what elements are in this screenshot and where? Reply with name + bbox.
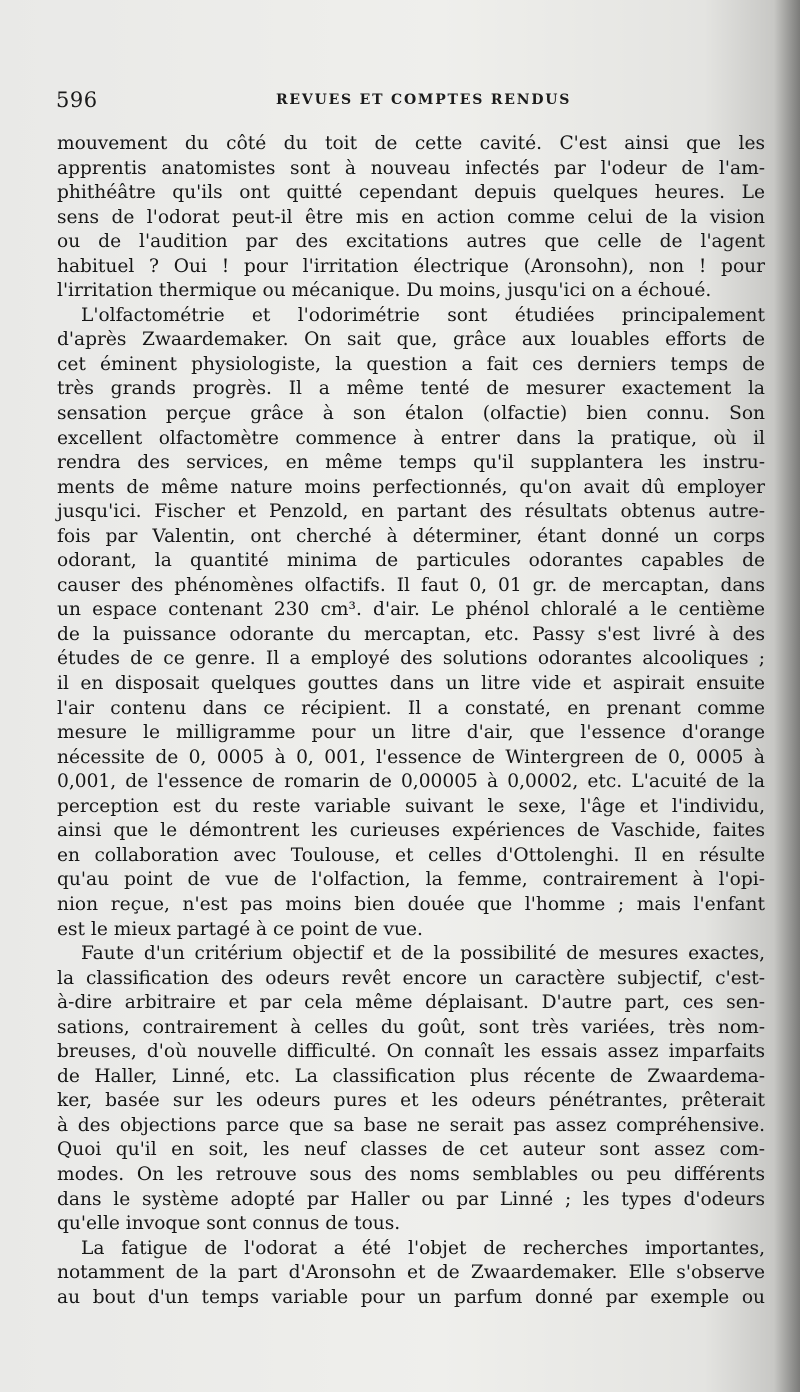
text-line: la classification des odeurs revêt encore un caractère subjectif, c'est-	[57, 967, 765, 989]
paragraph	[57, 304, 765, 942]
text-line: notamment de la part d'Aronsohn et de Zwaardemaker. Elle s'observe	[57, 1262, 765, 1284]
text-line: qu'elle invoque sont connus de tous.	[57, 1213, 401, 1235]
text-line: sens de l'odorat peut-il être mis en action comme celui de la vision	[57, 206, 765, 228]
paragraph	[57, 942, 765, 1237]
text-line: de la puissance odorante du mercaptan, etc. Passy s'est livré à des	[57, 623, 765, 645]
running-head	[56, 88, 756, 112]
text-line: l'irritation thermique ou mécanique. Du moins, jusqu'ici on a échoué.	[57, 280, 712, 302]
paragraph	[57, 1237, 765, 1311]
text-line: apprentis anatomistes sont à nouveau infectés par l'odeur de l'am-	[57, 157, 765, 179]
text-line: très grands progrès. Il a même tenté de mesurer exactement la	[57, 378, 765, 400]
text-line: qu'au point de vue de l'olfaction, la femme, contrairement à l'opi-	[57, 869, 765, 891]
text-line: cet éminent physiologiste, la question a fait ces derniers temps de	[57, 353, 765, 375]
text-line: breuses, d'où nouvelle difficulté. On connaît les essais assez imparfaits	[57, 1041, 765, 1063]
text-line: mouvement du côté du toit de cette cavité. C'est ainsi que les	[57, 133, 765, 154]
text-line: à des objections parce que sa base ne serait pas assez compréhensive.	[57, 1114, 765, 1136]
text-line: sations, contrairement à celles du goût, sont très variées, très nom-	[57, 1016, 765, 1038]
text-line: nion reçue, n'est pas moins bien douée que l'homme ; mais l'enfant	[57, 893, 765, 915]
text-line: ou de l'audition par des excitations autres que celle de l'agent	[57, 231, 765, 253]
text-line: mesure le milligramme pour un litre d'air, que l'essence d'orange	[57, 722, 765, 744]
text-line: odorant, la quantité minima de particules odorantes capables de	[57, 550, 765, 572]
text-line: 0,001, de l'essence de romarin de 0,00005 à 0,0002, etc. L'acuité de la	[57, 771, 765, 793]
text-line: nécessite de 0, 0005 à 0, 001, l'essence de Wintergreen de 0, 0005 à	[57, 746, 765, 768]
paragraph	[57, 132, 765, 304]
text-line: jusqu'ici. Fischer et Penzold, en partant des résultats obtenus autre-	[57, 501, 765, 523]
text-line: modes. On les retrouve sous des noms semblables ou peu différents	[57, 1163, 765, 1185]
text-line: Quoi qu'il en soit, les neuf classes de cet auteur sont assez com-	[57, 1139, 765, 1161]
text-line: études de ce genre. Il a employé des solutions odorantes alcooliques ;	[57, 648, 765, 670]
text-line: excellent olfactomètre commence à entrer dans la pratique, où il	[57, 427, 765, 449]
text-line: dans le système adopté par Haller ou par Linné ; les types d'odeurs	[57, 1188, 765, 1210]
text-line: ainsi que le démontrent les curieuses expériences de Vaschide, faites	[57, 820, 765, 842]
text-line: habituel ? Oui ! pour l'irritation électrique (Aronsohn), non ! pour	[57, 255, 765, 277]
text-line: un espace contenant 230 cm³. d'air. Le phénol chloralé a le centième	[57, 599, 765, 621]
running-title: REVUES ET COMPTES RENDUS	[276, 92, 572, 108]
text-line: rendra des services, en même temps qu'il supplantera les instru-	[57, 452, 765, 474]
text-line: il en disposait quelques gouttes dans un litre vide et aspirait ensuite	[57, 673, 765, 695]
text-line: ker, basée sur les odeurs pures et les odeurs pénétrantes, prêterait	[57, 1090, 765, 1112]
text-line: en collaboration avec Toulouse, et celles d'Ottolenghi. Il en résulte	[57, 844, 765, 866]
text-line: d'après Zwaardemaker. On sait que, grâce aux louables efforts de	[57, 329, 765, 351]
body-text	[57, 132, 765, 1310]
text-line: au bout d'un temps variable pour un parfum donné par exemple ou	[57, 1286, 765, 1308]
text-line: causer des phénomènes olfactifs. Il faut 0, 01 gr. de mercaptan, dans	[57, 574, 765, 596]
text-line: ments de même nature moins perfectionnés, qu'on avait dû employer	[57, 476, 765, 498]
text-line: perception est du reste variable suivant le sexe, l'âge et l'individu,	[57, 795, 765, 817]
text-line: l'air contenu dans ce récipient. Il a constaté, en prenant comme	[57, 697, 765, 719]
text-line: à-dire arbitraire et par cela même déplaisant. D'autre part, ces sen-	[57, 992, 765, 1014]
text-line: fois par Valentin, ont cherché à déterminer, étant donné un corps	[57, 525, 765, 547]
text-line: de Haller, Linné, etc. La classification plus récente de Zwaardema-	[57, 1065, 765, 1087]
text-line: L'olfactométrie et l'odorimétrie sont étudiées principalement	[81, 304, 765, 326]
text-line: phithéâtre qu'ils ont quitté cependant depuis quelques heures. Le	[57, 182, 765, 204]
text-line: Faute d'un critérium objectif et de la possibilité de mesures exactes,	[81, 943, 765, 965]
text-line: sensation perçue grâce à son étalon (olfactie) bien connu. Son	[57, 403, 765, 425]
page-number: 596	[56, 88, 98, 112]
text-line: La fatigue de l'odorat a été l'objet de recherches importantes,	[81, 1237, 765, 1259]
text-line: est le mieux partagé à ce point de vue.	[57, 918, 423, 940]
